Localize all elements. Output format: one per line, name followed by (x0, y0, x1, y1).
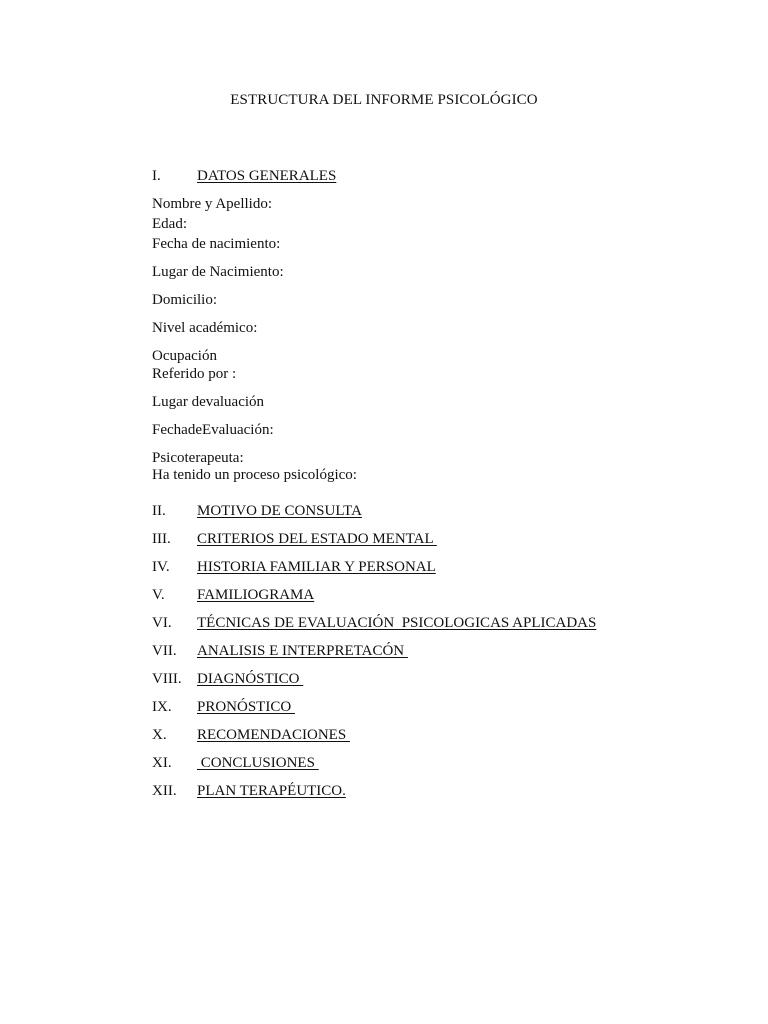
section-title: ANALISIS E INTERPRETACÓN (197, 643, 408, 659)
section-numeral: XII. (152, 783, 177, 799)
section-heading (152, 559, 436, 579)
section-heading (152, 783, 346, 803)
section-heading (152, 699, 295, 719)
item-label: Lugar devaluación (152, 394, 265, 410)
list-item (0, 467, 357, 487)
section-heading (152, 755, 319, 775)
section-title: HISTORIA FAMILIAR Y PERSONAL (197, 559, 436, 575)
section-numeral: III. (152, 531, 171, 547)
list-item (0, 196, 272, 216)
section-title: DATOS GENERALES (197, 168, 337, 184)
section-numeral: XI. (152, 755, 172, 771)
item-label: Nivel académico: (152, 320, 258, 336)
item-label: Edad: (152, 216, 187, 232)
section-heading (152, 671, 304, 691)
section-datos-generales (152, 168, 337, 188)
list-item (0, 292, 217, 312)
section-title: TÉCNICAS DE EVALUACIÓN PSICOLOGICAS APLICADAS (197, 615, 597, 631)
section-heading (152, 615, 597, 635)
list-item (0, 264, 284, 284)
section-numeral: X. (152, 727, 167, 743)
section-title: DIAGNÓSTICO (197, 671, 304, 687)
section-numeral: VIII. (152, 671, 182, 687)
item-label: Domicilio: (152, 292, 217, 308)
list-item (0, 394, 265, 414)
item-label: Ocupación (152, 348, 217, 364)
section-numeral: V. (152, 587, 165, 603)
section-numeral: II. (152, 503, 166, 519)
item-label: Psicoterapeuta: (152, 450, 244, 466)
section-numeral: IV. (152, 559, 170, 575)
section-heading (152, 587, 315, 607)
list-item (0, 366, 237, 386)
section-title: CRITERIOS DEL ESTADO MENTAL (197, 531, 437, 547)
item-label: Referido por : (152, 366, 237, 382)
list-item (0, 348, 217, 368)
section-heading (152, 503, 362, 523)
list-item (0, 236, 281, 256)
section-numeral: I. (152, 168, 161, 184)
list-item (0, 320, 258, 340)
section-title: PLAN TERAPÉUTICO. (197, 783, 346, 799)
section-heading (152, 643, 408, 663)
section-numeral: VI. (152, 615, 172, 631)
section-numeral: VII. (152, 643, 177, 659)
list-item (0, 422, 274, 442)
item-label: Fecha de nacimiento: (152, 236, 281, 252)
item-label: Ha tenido un proceso psicológico: (152, 467, 357, 483)
item-label: FechadeEvaluación: (152, 422, 274, 438)
section-heading (152, 727, 350, 747)
section-heading (152, 531, 437, 551)
section-title: PRONÓSTICO (197, 699, 295, 715)
item-label: Lugar de Nacimiento: (152, 264, 284, 280)
section-title: MOTIVO DE CONSULTA (197, 503, 362, 519)
section-title: FAMILIOGRAMA (197, 587, 315, 603)
section-title: CONCLUSIONES (197, 755, 319, 771)
document-title: ESTRUCTURA DEL INFORME PSICOLÓGICO (230, 92, 538, 108)
item-label: Nombre y Apellido: (152, 196, 272, 212)
section-title: RECOMENDACIONES (197, 727, 350, 743)
section-numeral: IX. (152, 699, 172, 715)
list-item (0, 216, 187, 236)
